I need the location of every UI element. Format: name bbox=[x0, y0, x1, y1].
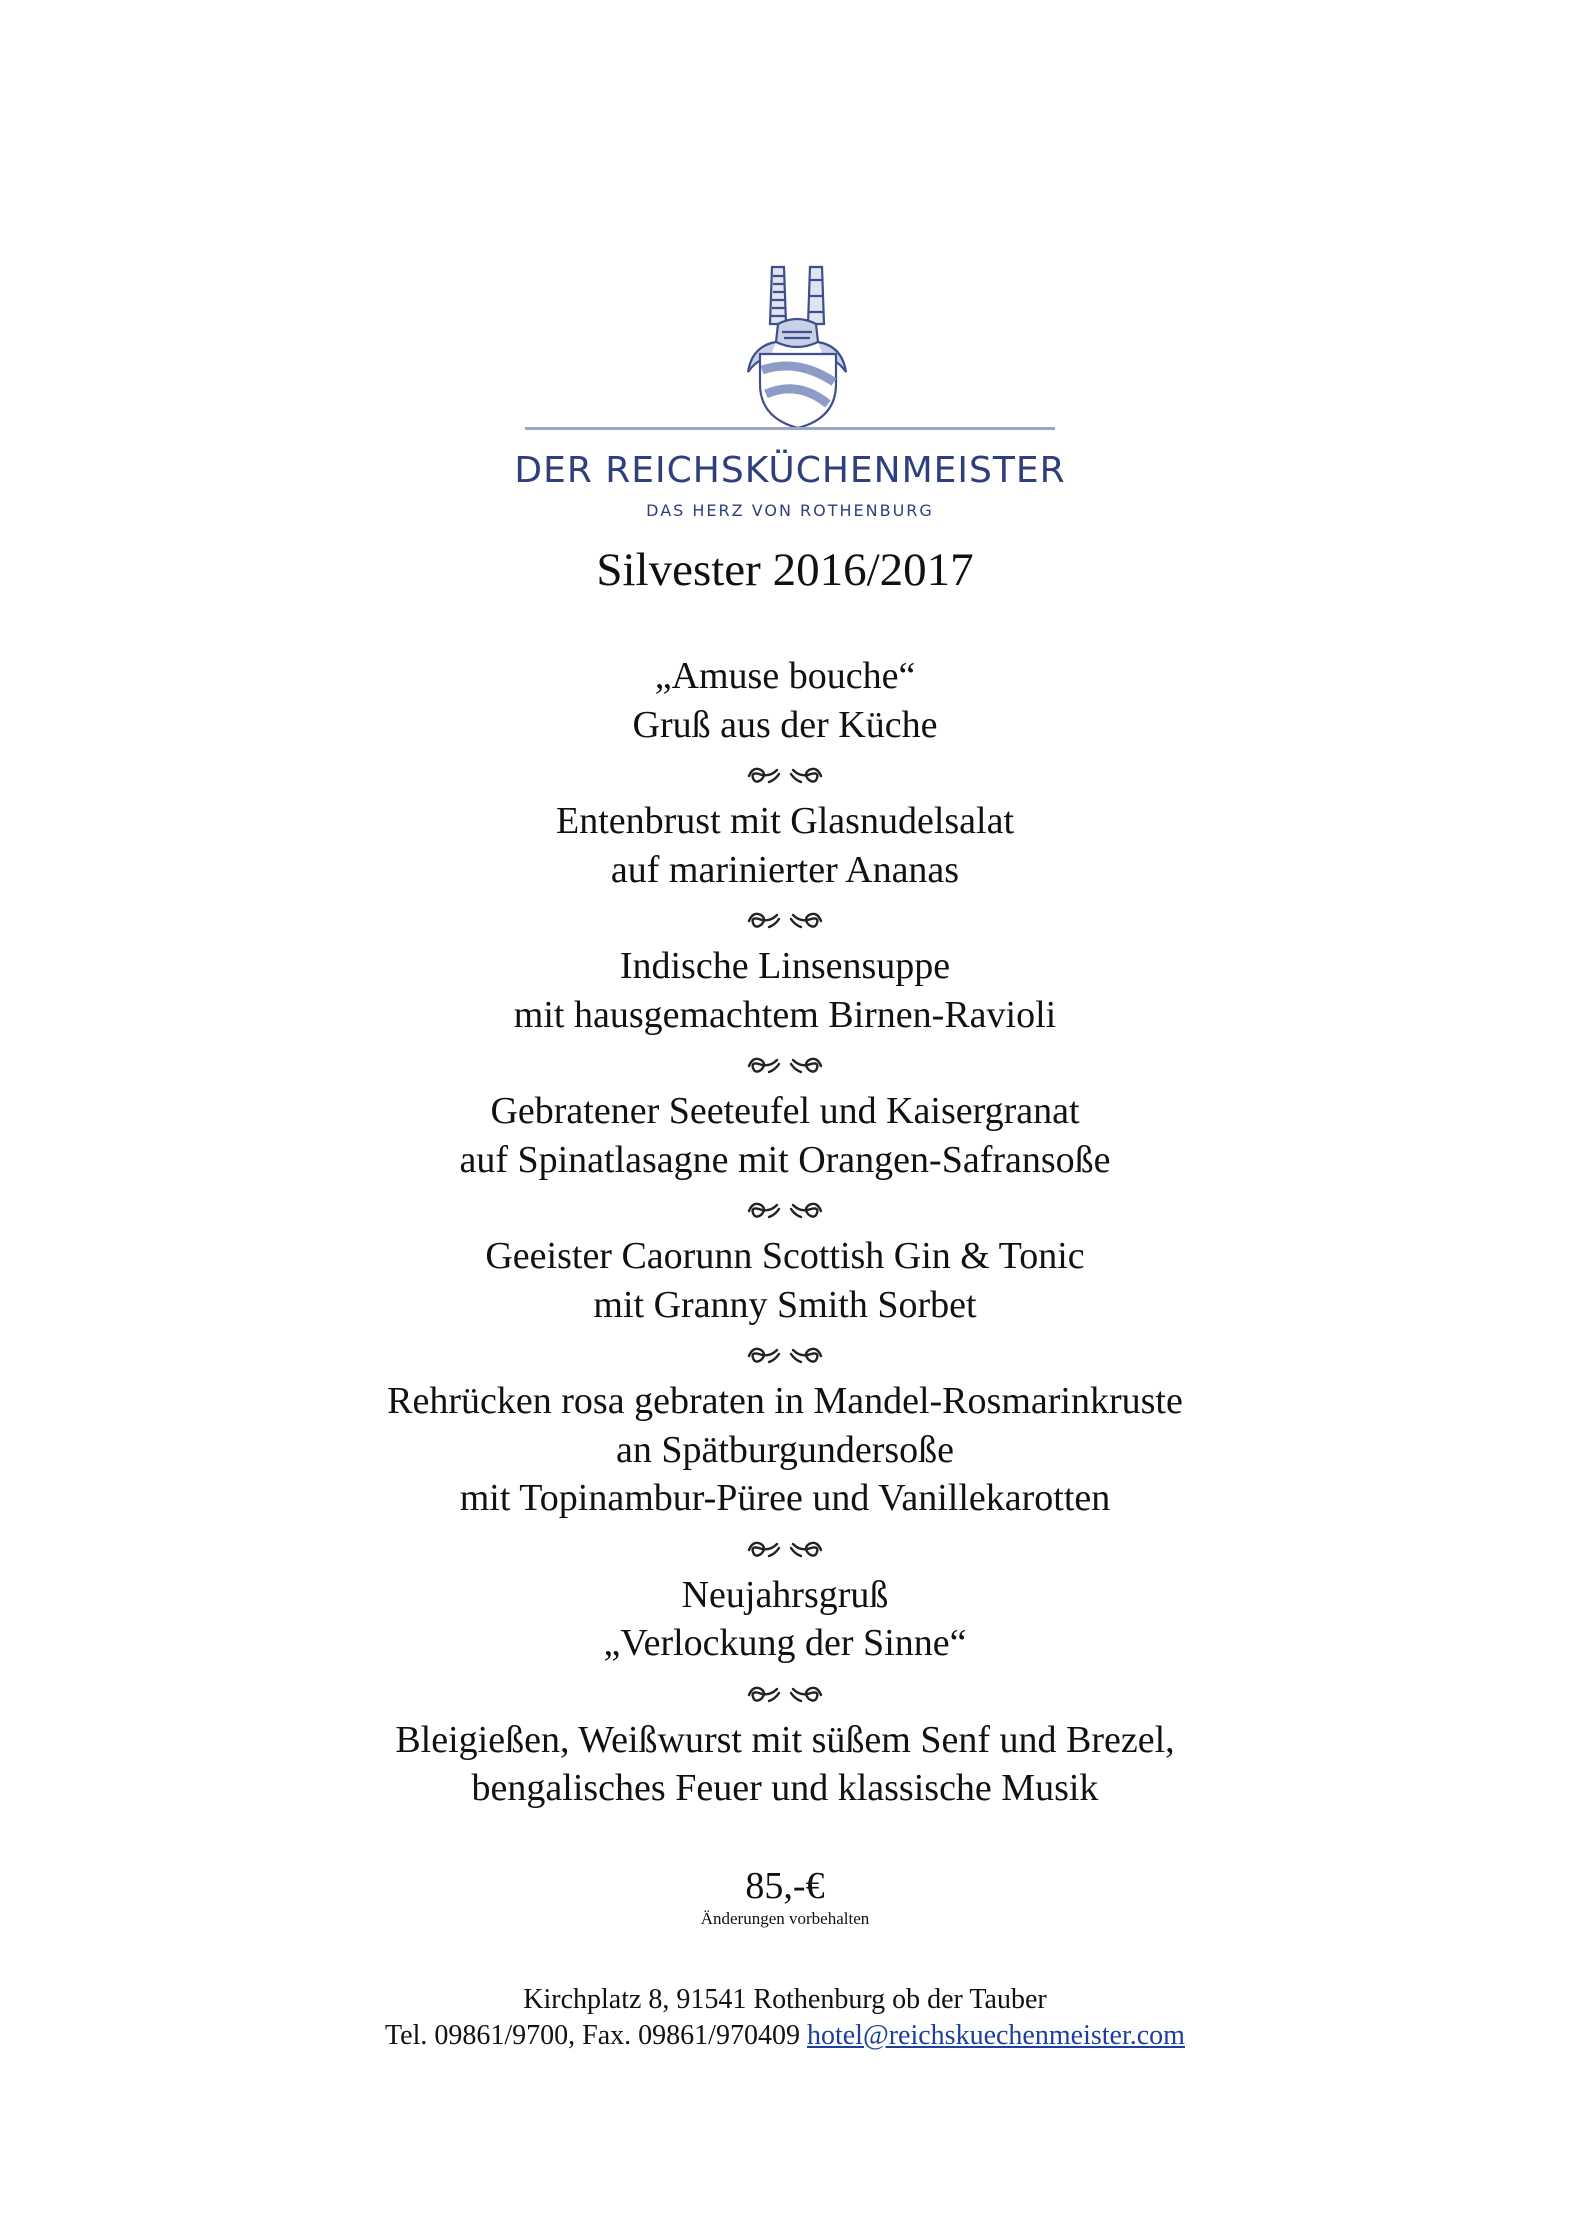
ornament-divider-icon bbox=[0, 1184, 1570, 1232]
svg-text:DAS HERZ VON ROTHENBURG: DAS HERZ VON ROTHENBURG bbox=[646, 501, 934, 520]
menu-course bbox=[0, 1232, 1570, 1329]
menu-course bbox=[0, 1377, 1570, 1523]
email-link[interactable]: hotel@reichskuechenmeister.com bbox=[806, 2020, 1185, 2051]
course-line: Rehrücken rosa gebraten in Mandel-Rosmarinkruste bbox=[387, 1380, 1183, 1422]
course-line: Geeister Caorunn Scottish Gin & Tonic bbox=[485, 1235, 1085, 1277]
menu-price: 85,-€ bbox=[745, 1865, 825, 1907]
menu-course bbox=[0, 1571, 1570, 1668]
course-line: Entenbrust mit Glasnudelsalat bbox=[555, 800, 1015, 842]
course-line: an Spätburgundersoße bbox=[615, 1428, 955, 1471]
menu-course bbox=[0, 1716, 1570, 1813]
footer-contact-line bbox=[0, 2018, 1570, 2054]
course-line: bengalisches Feuer und klassische Musik bbox=[471, 1767, 1099, 1809]
page-title: Silvester 2016/2017 bbox=[596, 544, 974, 596]
ornament-divider-icon bbox=[0, 1039, 1570, 1087]
restaurant-logo bbox=[510, 262, 1070, 532]
menu-course bbox=[0, 797, 1570, 894]
footer-contact bbox=[0, 1982, 1570, 2054]
course-line: auf marinierter Ananas bbox=[610, 848, 960, 891]
menu-courses bbox=[0, 652, 1570, 1813]
course-line: Neujahrsgruß bbox=[681, 1573, 889, 1616]
menu-course bbox=[0, 942, 1570, 1039]
ornament-divider-icon bbox=[0, 1523, 1570, 1571]
course-line: Bleigießen, Weißwurst mit süßem Senf und Brezel, bbox=[395, 1718, 1175, 1761]
logo-lettering bbox=[510, 262, 1070, 532]
ornament-divider-icon bbox=[0, 1329, 1570, 1377]
course-line: Gebratener Seeteufel und Kaisergranat bbox=[490, 1090, 1080, 1132]
footer-phone-fax: Tel. 09861/9700, Fax. 09861/970409 bbox=[385, 2020, 800, 2051]
course-line: „Amuse bouche“ bbox=[654, 655, 916, 697]
course-line: mit Topinambur-Püree und Vanillekarotten bbox=[459, 1477, 1111, 1519]
menu-course bbox=[0, 1087, 1570, 1184]
footer-address: Kirchplatz 8, 91541 Rothenburg ob der Tauber bbox=[523, 1984, 1047, 2015]
menu-course bbox=[0, 652, 1570, 749]
course-line: auf Spinatlasagne mit Orangen-Safransoße bbox=[459, 1138, 1111, 1181]
course-line: Indische Linsensuppe bbox=[619, 945, 951, 987]
ornament-divider-icon bbox=[0, 894, 1570, 942]
course-line: Gruß aus der Küche bbox=[632, 703, 938, 746]
course-line: mit Granny Smith Sorbet bbox=[593, 1283, 977, 1326]
changes-disclaimer: Änderungen vorbehalten bbox=[700, 1909, 870, 1928]
ornament-divider-icon bbox=[0, 1668, 1570, 1716]
ornament-divider-icon bbox=[0, 749, 1570, 797]
course-line: mit hausgemachtem Birnen-Ravioli bbox=[513, 993, 1057, 1036]
svg-text:DER REICHSKÜCHENMEISTER: DER REICHSKÜCHENMEISTER bbox=[514, 450, 1066, 491]
course-line: „Verlockung der Sinne“ bbox=[603, 1622, 967, 1664]
